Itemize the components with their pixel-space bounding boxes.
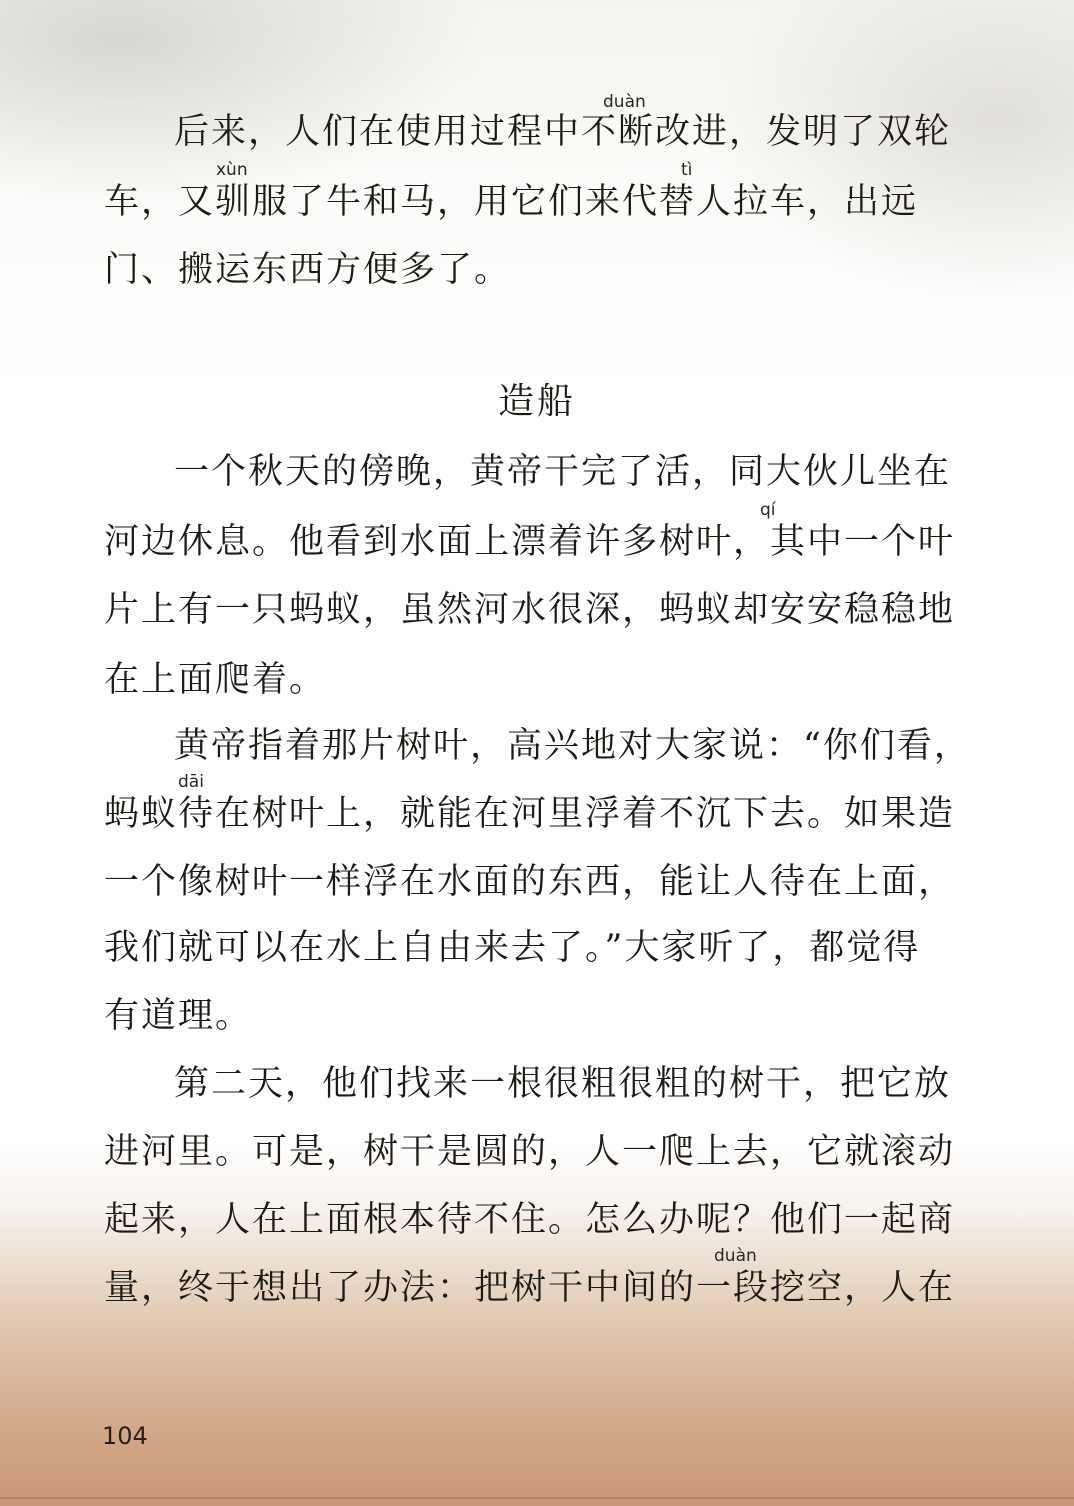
text-line: 有道理。: [104, 996, 253, 1036]
pinyin-annotation: qí: [760, 500, 776, 520]
text-line: 一个秋天的傍晚，黄帝干完了活，同大伙儿坐在: [174, 452, 952, 492]
pinyin-annotation: dāi: [178, 772, 204, 792]
text-line: 第二天，他们找来一根很粗很粗的树干，把它放: [174, 1064, 952, 1104]
text-line: 进河里。可是，树干是圆的，人一爬上去，它就滚动: [104, 1132, 956, 1172]
page-number: 104: [102, 1422, 148, 1450]
text-line: 量，终于想出了办法：把树干中间的一段挖空，人在: [104, 1268, 956, 1308]
section-title: 造船: [497, 381, 576, 422]
text-line: 在上面爬着。: [104, 660, 327, 700]
text-line: 河边休息。他看到水面上漂着许多树叶，其中一个叶: [104, 522, 956, 562]
text-line: 我们就可以在水上自由来去了。”大家听了，都觉得: [104, 928, 921, 968]
text-line: 蚂蚁待在树叶上，就能在河里浮着不沉下去。如果造: [104, 794, 956, 834]
bottom-divider: [0, 1497, 1074, 1499]
pinyin-annotation: xùn: [216, 160, 248, 180]
text-line: 一个像树叶一样浮在水面的东西，能让人待在上面，: [104, 862, 956, 902]
text-line: 起来，人在上面根本待不住。怎么办呢？他们一起商: [104, 1200, 956, 1240]
pinyin-annotation: tì: [681, 160, 693, 180]
pinyin-annotation: duàn: [603, 92, 646, 112]
text-line: 后来，人们在使用过程中不断改进，发明了双轮: [174, 112, 952, 152]
pinyin-annotation: duàn: [714, 1246, 757, 1266]
text-line: 片上有一只蚂蚁，虽然河水很深，蚂蚁却安安稳稳地: [104, 590, 956, 630]
text-line: 车，又驯服了牛和马，用它们来代替人拉车，出远: [104, 182, 919, 222]
text-line: 黄帝指着那片树叶，高兴地对大家说：“你们看，: [174, 726, 971, 766]
text-line: 门、搬运东西方便多了。: [104, 250, 512, 290]
